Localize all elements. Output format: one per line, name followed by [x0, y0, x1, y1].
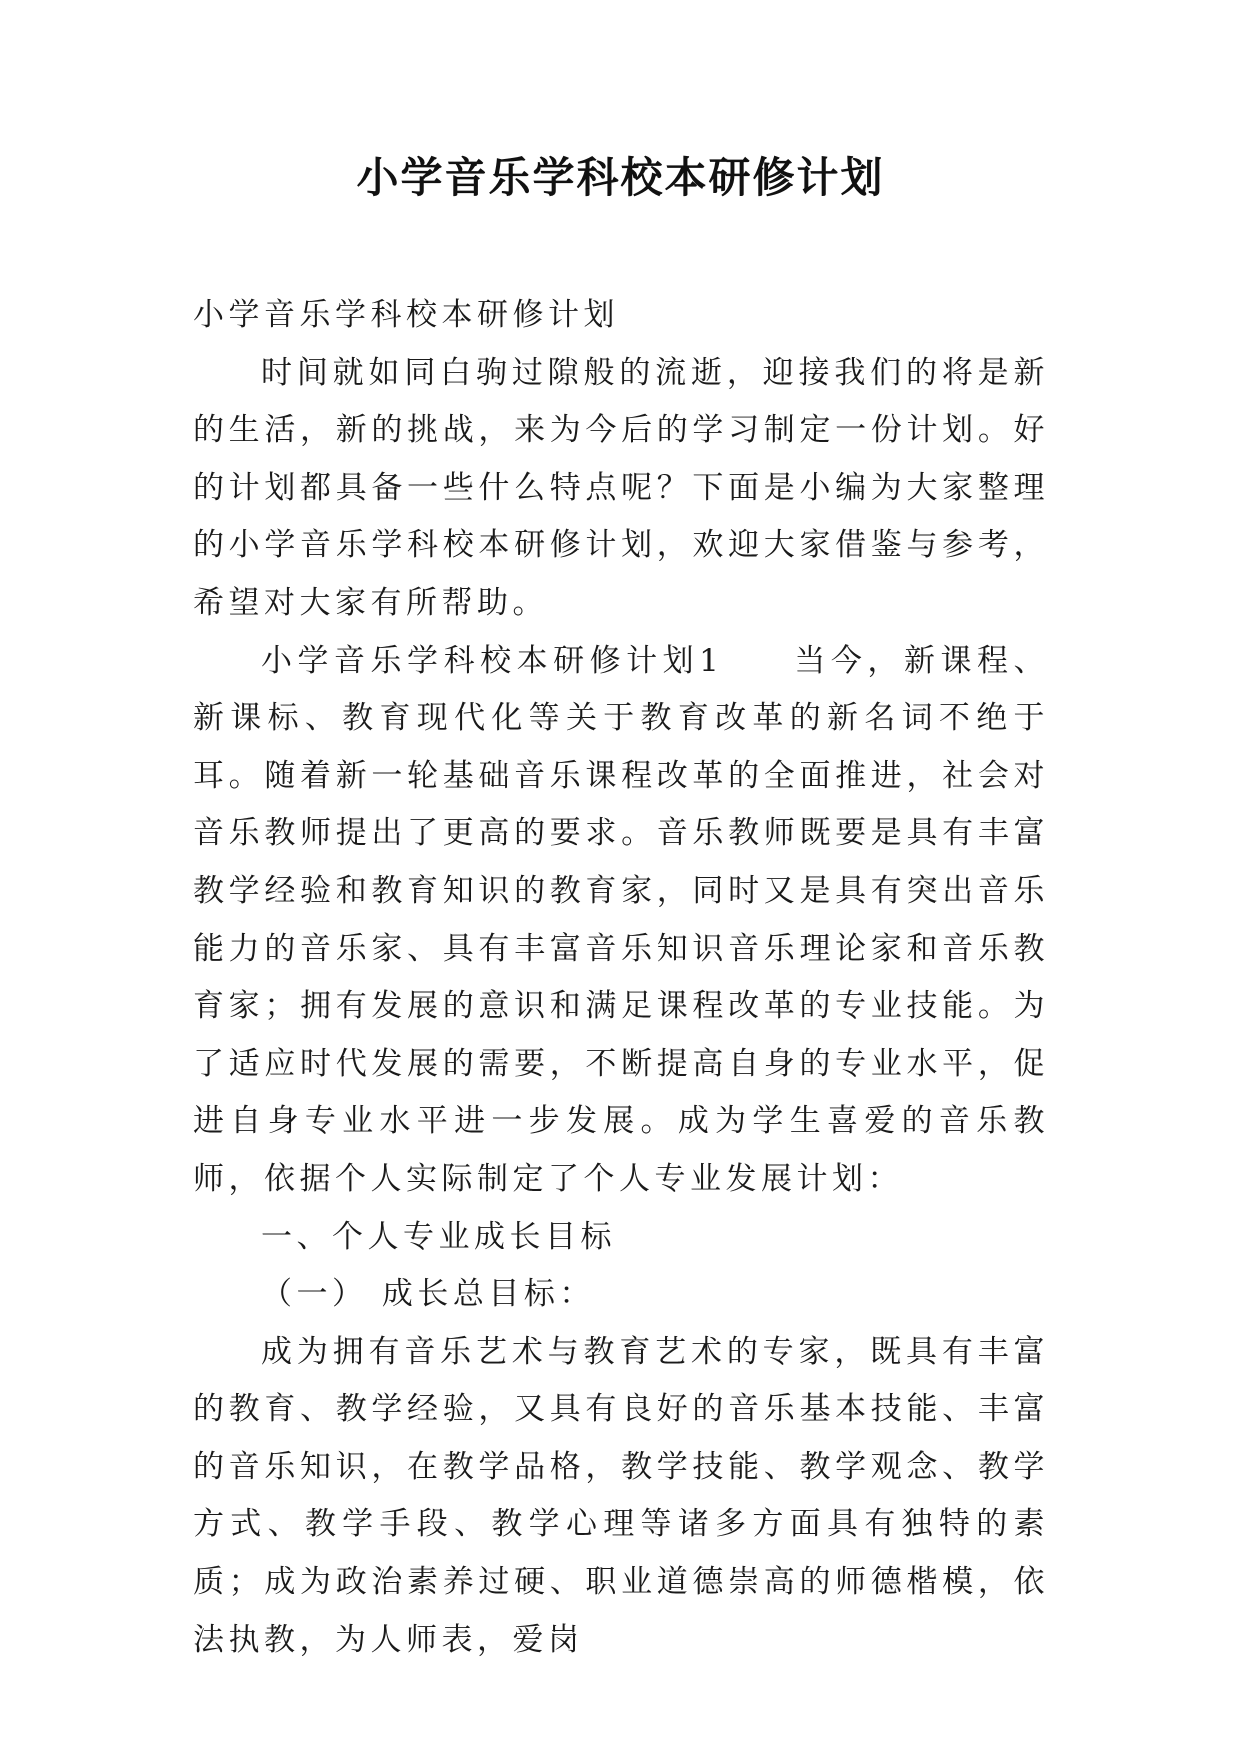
- subsection1-heading: （一） 成长总目标：: [261, 1276, 595, 1313]
- plan1-heading: 小学音乐学科校本研修计划1: [261, 642, 724, 679]
- plan1-paragraph: [193, 633, 1049, 1209]
- plan1-body: 当今，新课程、新课标、教育现代化等关于教育改革的新名词不绝于耳。随着新一轮基础音乐课程改革的全面推进，社会对音乐教师提出了更高的要求。音乐教师既要是具有丰富教学经验和教育知识的教育家，同时又是具有突出音乐能力的音乐家、具有丰富音乐知识音乐理论家和音乐教育家；拥有发展的意识和满足课程改革的专业技能。为了适应时代发展的需要，不断提高自身的专业水平，促进自身专业水平进一步发展。成为学生喜爱的音乐教师，依据个人实际制定了个人专业发展计划：: [193, 642, 1049, 1197]
- subtitle-line: 小学音乐学科校本研修计划: [193, 297, 619, 333]
- document-body: [193, 287, 1049, 1669]
- goal-paragraph: 成为拥有音乐艺术与教育艺术的专家，既具有丰富的教育、教学经验，又具有良好的音乐基本技能、丰富的音乐知识，在教学品格，教学技能、教学观念、教学方式、教学手段、教学心理等诸多方面具有独特的素质；成为政治素养过硬、职业道德崇高的师德楷模，依法执教，为人师表，爱岗: [193, 1333, 1049, 1658]
- intro-paragraph: 时间就如同白驹过隙般的流逝，迎接我们的将是新的生活，新的挑战，来为今后的学习制定一份计划。好的计划都具备一些什么特点呢？下面是小编为大家整理的小学音乐学科校本研修计划，欢迎大家借鉴与参考，希望对大家有所帮助。: [193, 354, 1049, 621]
- section1-heading: 一、个人专业成长目标: [261, 1218, 616, 1255]
- document-title: 小学音乐学科校本研修计划: [356, 153, 885, 202]
